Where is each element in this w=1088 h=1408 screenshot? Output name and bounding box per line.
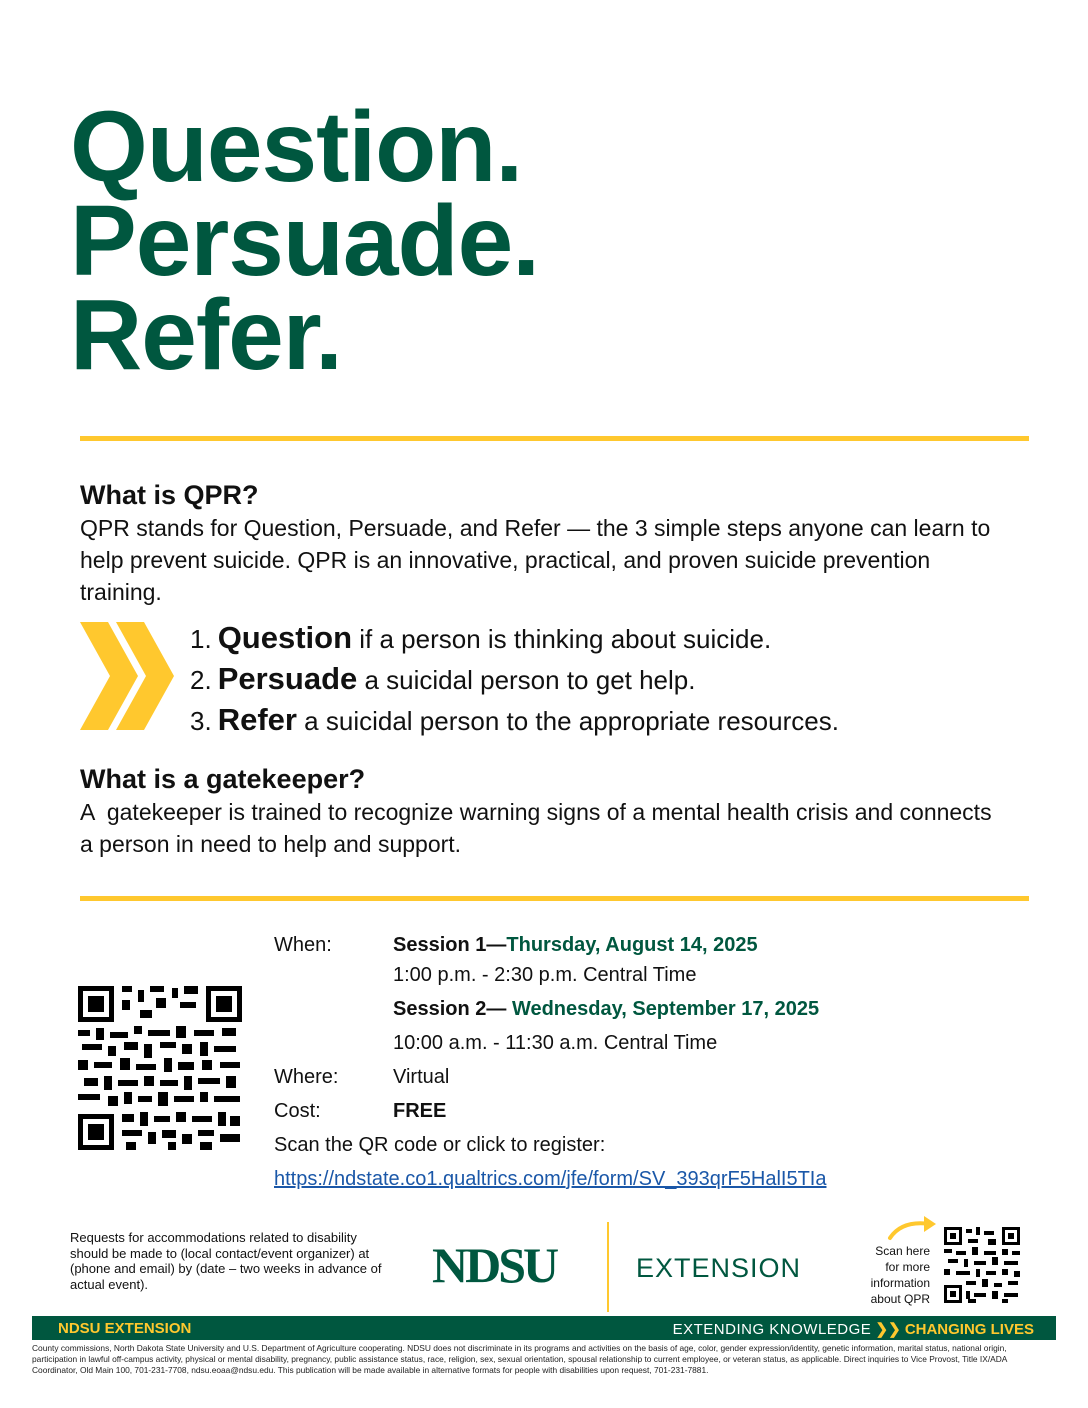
qr-code-icon[interactable] bbox=[78, 986, 242, 1150]
footer-brand: NDSU EXTENSION bbox=[58, 1320, 192, 1337]
hero-line-refer: Refer. bbox=[70, 279, 342, 391]
qpr-heading: What is QPR? bbox=[80, 480, 259, 510]
step-keyword: Refer bbox=[217, 702, 297, 737]
accommodations-note: Requests for accommodations related to disability should be made to (local contact/event organizer) at (phone and email) by (date – two weeks in advance of actual event). bbox=[70, 1230, 382, 1292]
step-item: 1. Question if a person is thinking about suicide. bbox=[190, 620, 772, 655]
session-1-time: 1:00 p.m. - 2:30 p.m. Central Time bbox=[393, 964, 697, 986]
logo-divider bbox=[607, 1222, 609, 1312]
where-label: Where: bbox=[274, 1066, 339, 1088]
step-keyword: Question bbox=[217, 620, 353, 655]
extension-wordmark: EXTENSION bbox=[636, 1253, 802, 1283]
nondiscrimination-disclaimer: County commissions, North Dakota State University and U.S. Department of Agriculture cooperating. NDSU does not discriminate in its programs and activities on the basis of age, color, gender expression/identity, genetic information, marital status, national origin, participation in lawful off-campus activity, physical or mental disability, pregnancy, public assistance status, race, religion, sex, sexual orientation, spousal relationship to current employee, or veteran status, as applicable. Direct inquiries to Vice Provost, Title IX/ADA Coordinator, Old Main 100, 701-231-7708, ndsu.eoaa@ndsu.edu. This publication will be made available in alternative formats for people with disabilities upon request, 701-231-7881. bbox=[32, 1343, 1007, 1375]
qpr-description: QPR stands for Question, Persuade, and Refer — the 3 simple steps anyone can learn to help prevent suicide. QPR is an innovative, practical, and proven suicide prevention training. bbox=[80, 515, 991, 605]
registration-link[interactable]: https://ndstate.co1.qualtrics.com/jfe/form/SV_393qrF5HalI5TIa bbox=[274, 1168, 827, 1190]
footer-tagline: EXTENDING KNOWLEDGE ❯❯ CHANGING LIVES bbox=[672, 1321, 1034, 1338]
cost-value: FREE bbox=[393, 1100, 447, 1122]
step-keyword: Persuade bbox=[217, 661, 358, 696]
session-2-heading: Session 2— Wednesday, September 17, 2025 bbox=[393, 998, 820, 1020]
hero-line-persuade: Persuade. bbox=[70, 185, 540, 297]
top-divider bbox=[80, 436, 1029, 441]
step-item: 2. Persuade a suicidal person to get help. bbox=[190, 661, 696, 696]
qpr-steps-list bbox=[190, 618, 839, 741]
when-label: When: bbox=[274, 934, 332, 956]
gatekeeper-heading: What is a gatekeeper? bbox=[80, 764, 366, 794]
step-item: 3. Refer a suicidal person to the appropriate resources. bbox=[190, 702, 839, 737]
scan-here-note: Scan here for more information about QPR bbox=[870, 1244, 930, 1306]
hero-title bbox=[70, 91, 540, 391]
session-1-heading: Session 1—Thursday, August 14, 2025 bbox=[393, 934, 758, 956]
hero-line-question: Question. bbox=[70, 91, 523, 203]
cost-label: Cost: bbox=[274, 1100, 321, 1122]
session-2-time: 10:00 a.m. - 11:30 a.m. Central Time bbox=[393, 1032, 718, 1054]
ndsu-logo: NDSU bbox=[432, 1237, 557, 1293]
middle-divider bbox=[80, 896, 1029, 901]
info-qr-code-icon[interactable] bbox=[944, 1227, 1020, 1303]
double-chevron-icon bbox=[80, 622, 174, 730]
scan-instruction: Scan the QR code or click to register: bbox=[274, 1134, 606, 1156]
double-chevron-small-icon: ❯❯ bbox=[875, 1321, 901, 1338]
footer-bar bbox=[32, 1316, 1056, 1340]
where-value: Virtual bbox=[393, 1066, 450, 1088]
gatekeeper-description: A gatekeeper is trained to recognize warning signs of a mental health crisis and connects a person in need to help and support. bbox=[80, 799, 998, 857]
curved-arrow-icon bbox=[886, 1214, 938, 1242]
